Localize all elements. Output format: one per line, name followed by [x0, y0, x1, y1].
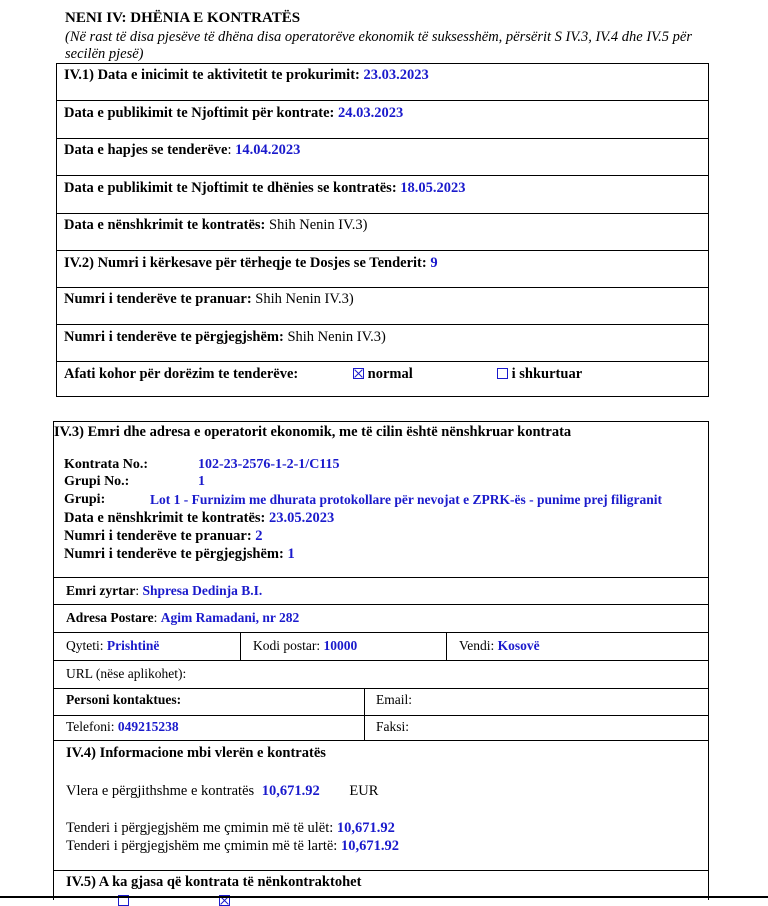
signed-value: 23.05.2023: [269, 510, 335, 526]
iv3-heading: IV.3) Emri dhe adresa e operatorit ekonomik, me të cilin është nënshkruar kontrata: [54, 424, 572, 440]
email-label: Email:: [376, 692, 412, 707]
divider: [446, 632, 447, 660]
iv4-heading: IV.4) Informacione mbi vlerën e kontratës: [66, 745, 326, 761]
country-value: Kosovë: [497, 638, 540, 653]
received-value: Shih Nenin IV.3): [251, 291, 354, 307]
postal-value: 10000: [323, 638, 358, 653]
responsive-row: [64, 546, 295, 563]
divider: [364, 688, 365, 740]
postal-code: [253, 638, 357, 654]
short-label: i shkurtuar: [511, 366, 583, 382]
checked-checkbox-icon[interactable]: [353, 368, 364, 379]
divider: [54, 715, 708, 716]
name-value: Shpresa Dedinja B.I.: [142, 583, 263, 598]
iv5-heading: IV.5) A ka gjasa që kontrata të nënkontraktohet: [66, 874, 362, 890]
phone-label: Telefoni:: [66, 719, 118, 734]
responsive-label: Numri i tenderëve te përgjegjshëm:: [64, 329, 284, 345]
highest-value: 10,671.92: [340, 838, 399, 854]
open-label: Data e hapjes se tenderëve: [64, 142, 228, 158]
fax-label: Faksi:: [376, 719, 410, 734]
signed-row: [64, 510, 334, 527]
divider: [54, 577, 708, 578]
group-label: Grupi:: [64, 492, 106, 507]
total-value: 10,671.92: [261, 783, 320, 799]
iv3-responsive-value: 1: [287, 546, 295, 562]
row-requests: [57, 251, 708, 288]
dates-box: [56, 63, 709, 397]
award-value: 18.05.2023: [400, 180, 466, 196]
phone-value: 049215238: [117, 719, 179, 734]
postal-address: Adresa Postare: Agim Ramadani, nr 282: [66, 610, 300, 625]
sign-value: Shih Nenin IV.3): [265, 217, 368, 233]
row-received: [57, 288, 708, 325]
lowest-value: 10,671.92: [336, 820, 395, 836]
row-opening-date: Data e hapjes se tenderëve: 14.04.2023: [57, 139, 708, 176]
name-label: Emri zyrtar: [66, 583, 136, 598]
pub-label: Data e publikimit te Njoftimit për kontrate:: [64, 105, 338, 121]
award-label: Data e publikimit te Njoftimit te dhënies se kontratës:: [64, 180, 401, 196]
group-no-label: Grupi No.:: [64, 474, 130, 489]
divider: [54, 632, 708, 633]
group-no-value: 1: [198, 474, 205, 489]
address-label: Adresa Postare: [66, 610, 154, 625]
responsive-value: Shih Nenin IV.3): [283, 329, 386, 345]
short-option[interactable]: [497, 366, 582, 383]
official-name: Emri zyrtar: Shpresa Dedinja B.I.: [66, 583, 263, 598]
url-label: URL (nëse aplikohet):: [66, 666, 187, 681]
highest-row: [66, 838, 399, 855]
iv3-responsive-label: Numri i tenderëve te përgjegjshëm:: [64, 546, 288, 562]
contract-no-value: 102-23-2576-1-2-1/C115: [198, 457, 340, 472]
start-value: 23.03.2023: [363, 67, 429, 83]
postal-label: Kodi postar:: [253, 638, 324, 653]
normal-option[interactable]: [353, 366, 413, 383]
deadline-label: Afati kohor për dorëzim te tenderëve:: [64, 366, 299, 382]
section-title: NENI IV: DHËNIA E KONTRATËS: [65, 10, 301, 26]
total-label: Vlera e përgjithshme e kontratës: [66, 783, 258, 799]
city-value: Prishtinë: [106, 638, 160, 653]
unchecked-checkbox-icon[interactable]: [497, 368, 508, 379]
requests-value: 9: [430, 255, 438, 271]
row-publication-date: [57, 101, 708, 139]
divider: [54, 660, 708, 661]
iv3-received-label: Numri i tenderëve te pranuar:: [64, 528, 256, 544]
divider: [54, 740, 708, 741]
total-value-row: [66, 783, 378, 800]
lowest-row: [66, 820, 395, 837]
country-label: Vendi:: [459, 638, 498, 653]
divider: [54, 688, 708, 689]
highest-label: Tenderi i përgjegjshëm me çmimin më të lartë:: [66, 838, 341, 854]
requests-label: IV.2) Numri i kërkesave për tërheqje te Dosjes se Tenderit:: [64, 255, 431, 271]
lowest-label: Tenderi i përgjegjshëm me çmimin më të ulët:: [66, 820, 337, 836]
country: [459, 638, 540, 654]
signed-label: Data e nënshkrimit te kontratës:: [64, 510, 269, 526]
phone: [66, 719, 179, 735]
row-responsive: [57, 325, 708, 362]
row-start-date: [57, 64, 708, 101]
city-label: Qyteti:: [66, 638, 107, 653]
received-row: [64, 528, 263, 545]
iv3-received-value: 2: [255, 528, 263, 544]
start-label: IV.1) Data e inicimit te aktivitetit te prokurimit:: [64, 67, 364, 83]
row-award-date: [57, 176, 708, 214]
city: [66, 638, 159, 654]
divider: [54, 604, 708, 605]
divider: [54, 870, 708, 871]
divider: [240, 632, 241, 660]
page-bottom-rule: [0, 896, 768, 898]
sign-label: Data e nënshkrimit te kontratës:: [64, 217, 266, 233]
group-value: Lot 1 - Furnizim me dhurata protokollare për nevojat e ZPRK-ës - punime prej filigranit: [150, 492, 662, 507]
address-value: Agim Ramadani, nr 282: [160, 610, 300, 625]
pub-value: 24.03.2023: [338, 105, 404, 121]
open-value: 14.04.2023: [235, 142, 301, 158]
row-signing-date: [57, 214, 708, 251]
received-label: Numri i tenderëve te pranuar:: [64, 291, 252, 307]
contact-label: Personi kontaktues:: [66, 692, 182, 707]
section-note: (Në rast të disa pjesëve të dhëna disa operatorëve ekonomik të suksesshëm, përsërit S IV.3, IV.4 dhe IV.5 për secilën pjesë): [65, 29, 692, 62]
contract-no-label: Kontrata No.:: [64, 457, 148, 472]
normal-label: normal: [367, 366, 413, 382]
currency: EUR: [349, 783, 379, 799]
row-deadline: [57, 362, 708, 396]
